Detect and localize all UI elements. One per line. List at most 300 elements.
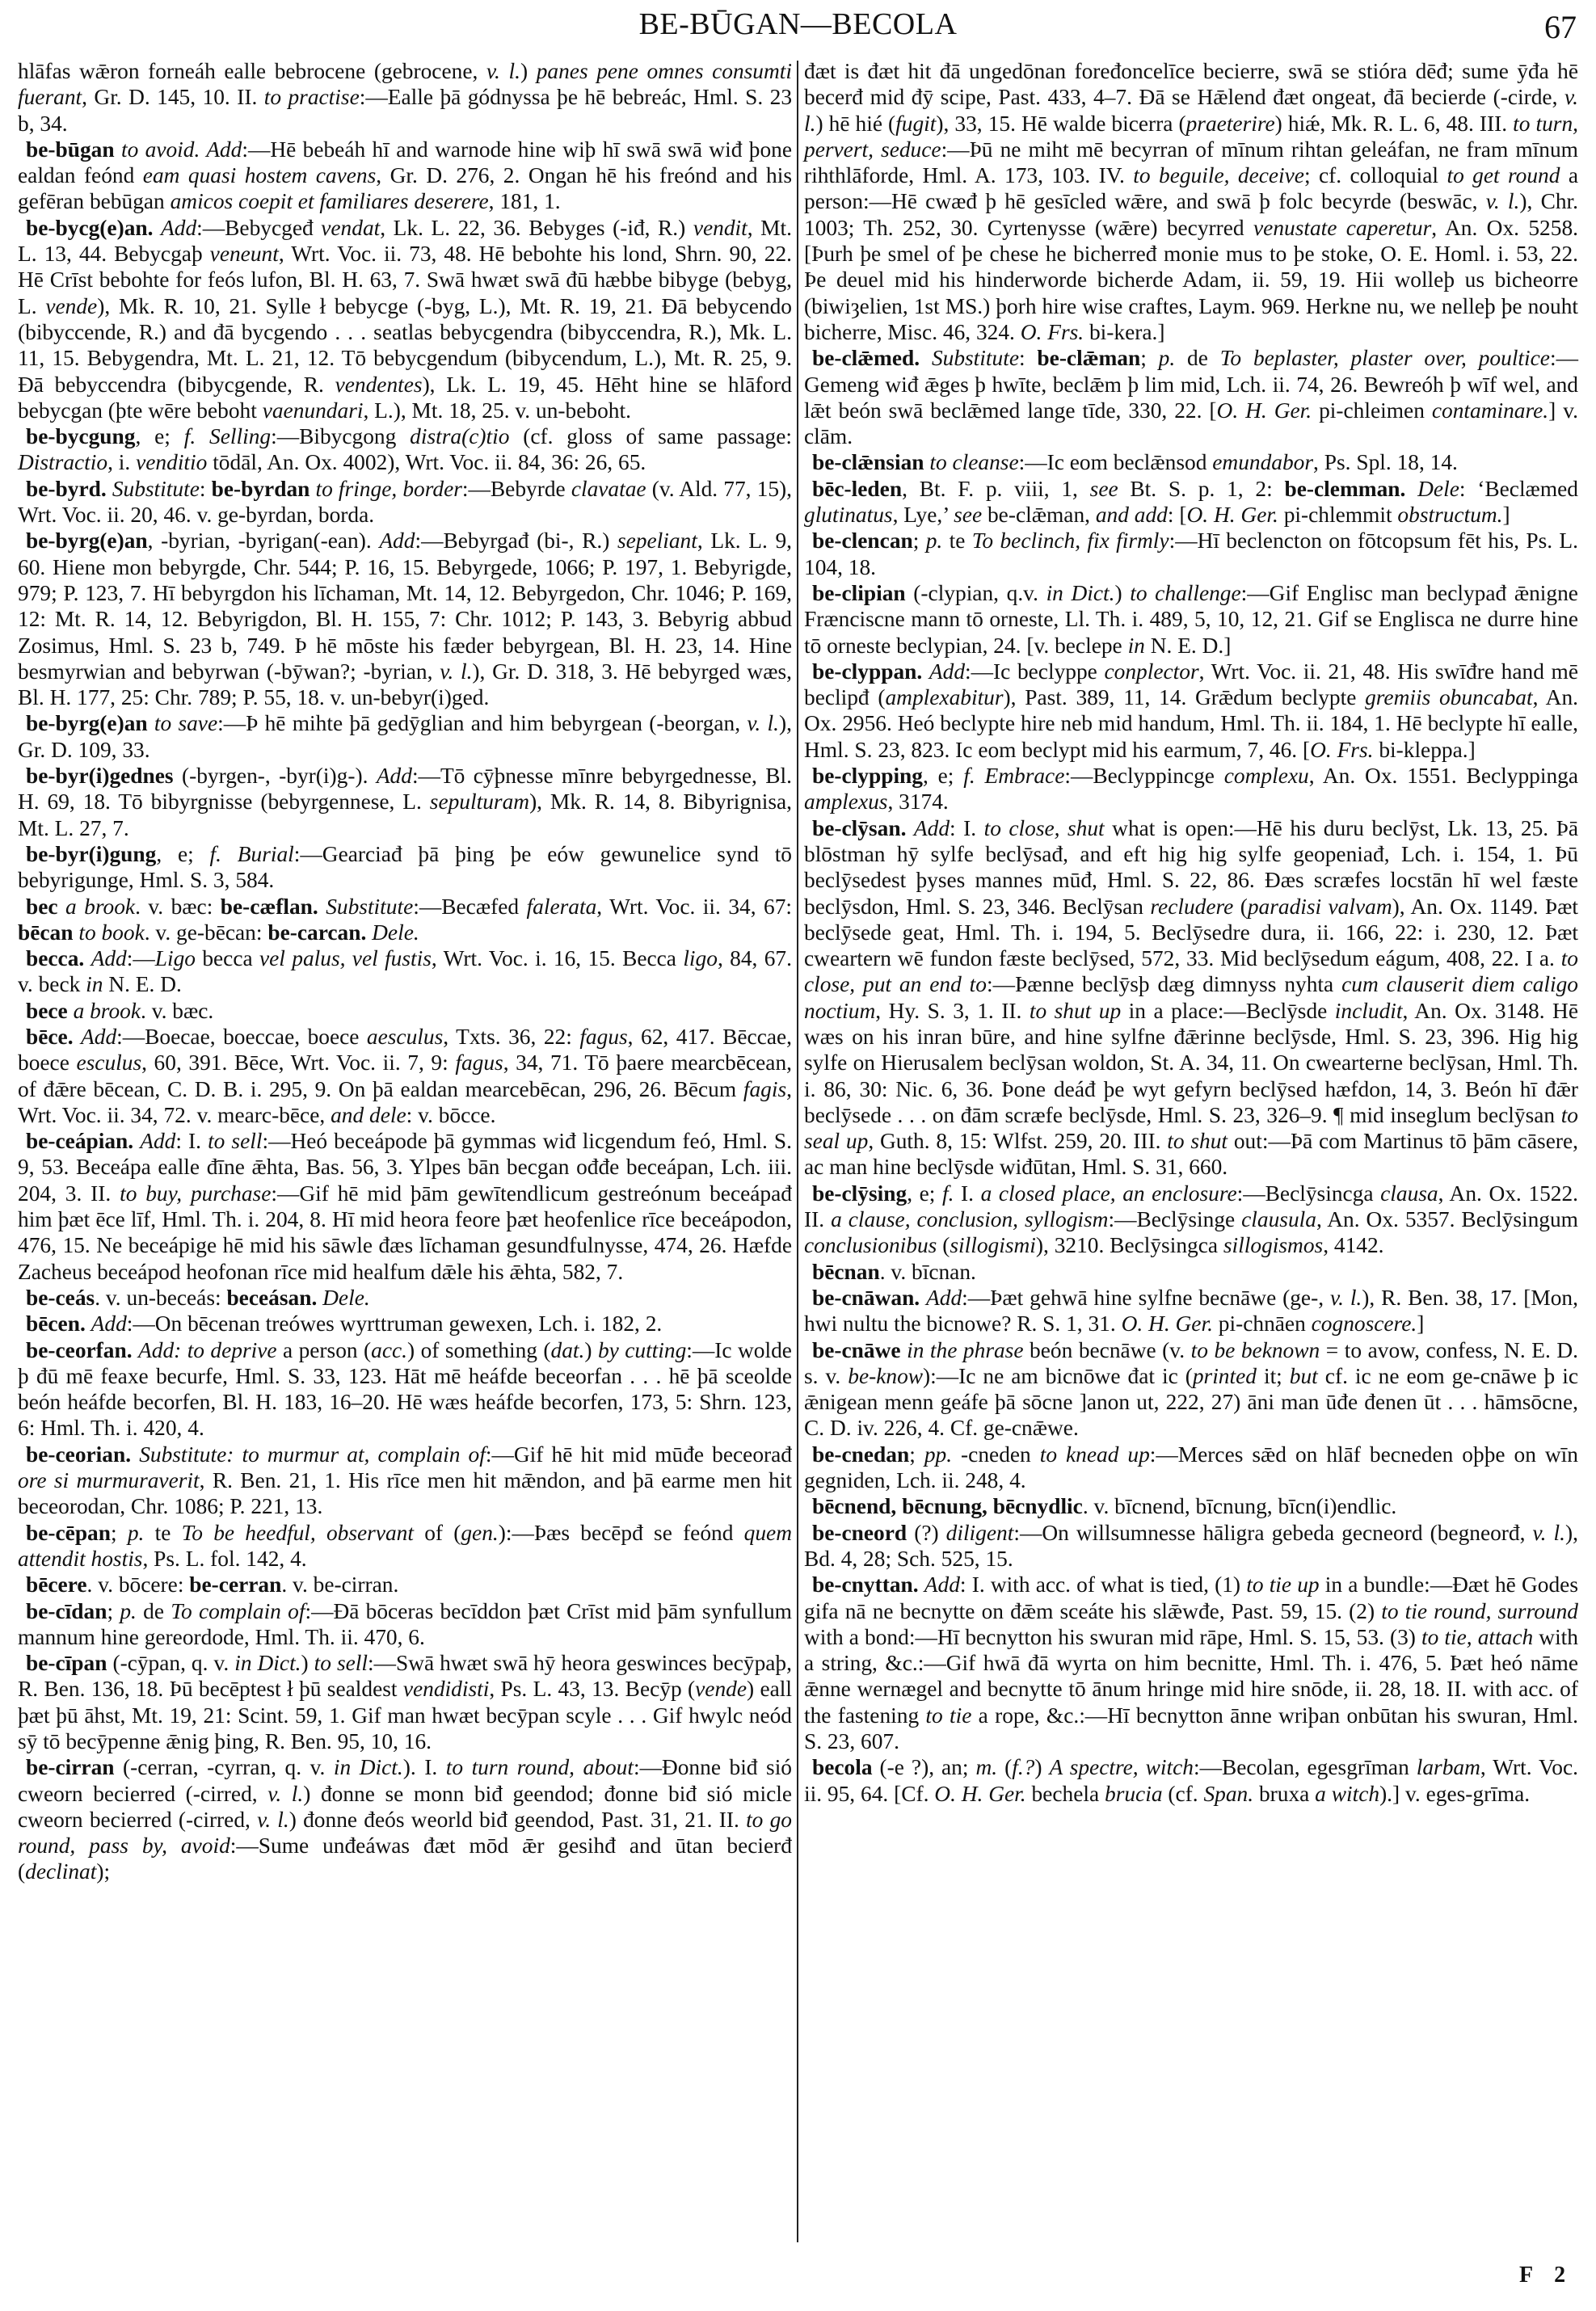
italic-gloss: to turn round, about — [445, 1755, 634, 1780]
headword: bēc-leden — [812, 476, 903, 501]
entry-text: , 4142. — [1323, 1233, 1384, 1258]
italic-gloss: Span. — [1203, 1781, 1254, 1806]
italic-gloss: obstructum. — [1397, 503, 1503, 528]
dictionary-entry — [804, 1493, 1578, 1519]
headword: be-byrdan — [211, 476, 316, 501]
italic-gloss: amicos coepit et familiares deserere — [170, 189, 489, 214]
italic-gloss: fagis — [743, 1076, 787, 1101]
headword: be-clemman. — [1284, 476, 1418, 501]
entry-text: ; cf. colloquial — [1303, 163, 1447, 188]
entry-text: de — [1175, 346, 1220, 371]
entry-text: ), 33, 15. Hē walde bicerra ( — [936, 111, 1186, 136]
italic-gloss: to sell — [314, 1651, 368, 1676]
entry-text: :—Sume unđeáwas đæt mōd ǣr gesihđ and ūtan becierđ ( — [18, 1833, 792, 1884]
italic-gloss: p. — [127, 1520, 145, 1545]
italic-gloss: Add — [929, 659, 966, 684]
entry-text: (?) — [907, 1520, 946, 1545]
italic-gloss: Add — [376, 764, 412, 789]
italic-gloss: vende — [695, 1677, 747, 1702]
headword: bēcnend, bēcnung, bēcnydlic — [812, 1494, 1083, 1519]
dictionary-entry — [18, 423, 792, 476]
italic-gloss: to seal up — [804, 1102, 1578, 1154]
italic-gloss: clausa — [1380, 1181, 1438, 1206]
headword: be-clipian — [812, 580, 906, 605]
italic-gloss: to tie, attach — [1421, 1624, 1534, 1649]
headword: be-byr(i)gednes — [26, 764, 174, 789]
italic-gloss: but — [1289, 1363, 1318, 1388]
italic-gloss: clausula — [1241, 1207, 1316, 1232]
italic-gloss: vende — [45, 293, 98, 318]
entry-text: : v. bōcce. — [406, 1102, 496, 1127]
entry-text: , Bt. F. p. viii, 1, — [902, 476, 1090, 501]
headword: bēcnan — [812, 1259, 880, 1284]
italic-gloss: Add — [91, 1311, 127, 1337]
italic-gloss: O. H. Ger. — [1216, 398, 1312, 423]
italic-gloss: O. H. Ger. — [1186, 503, 1278, 528]
entry-text: , Wrt. Voc. ii. 34, 72. v. mearc-bēce, — [18, 1076, 792, 1127]
entry-text: a person ( — [276, 1337, 372, 1362]
entry-text: :—Đā bōceras becīddon þæt Crīst mid þām synfullum mannum hine gereordode, Hml. Th. ii. 470, 6. — [18, 1598, 792, 1649]
entry-text: :—Þū ne miht mē becyrran of mīnum rihtan geleáfan, ne fram mīnum rihthlāforde, Hml. A. 173, 103. IV. — [804, 137, 1578, 188]
printer-signature: F 2 — [1519, 2263, 1574, 2288]
italic-gloss: to challenge — [1130, 580, 1241, 605]
entry-text: ; — [111, 1520, 128, 1545]
entry-text: :—Beclyppincge — [1064, 764, 1224, 789]
italic-gloss: panes pene omnes consumti fuerant — [18, 59, 792, 110]
headword: bece — [26, 998, 74, 1023]
entry-text: cf. ic ne eom ge-cnāwe þ ic ǣnigean menn geáfe þā sōcne ]anon ut, 222, 27) āni man ūđe đenen ūt . . . hāmsōcne, C. D. iv. 226, 4. Cf. ge-cnǣwe. — [804, 1363, 1578, 1441]
entry-text: ) — [1114, 580, 1131, 605]
entry-text: : [ — [1167, 503, 1187, 528]
entry-continuation — [18, 58, 792, 137]
italic-gloss: in the phrase — [907, 1337, 1024, 1362]
entry-text: ), Bd. 4, 28; Sch. 525, 15. — [804, 1520, 1578, 1571]
entry-text: be-clǣman, — [982, 503, 1096, 528]
dictionary-entry — [18, 1024, 792, 1128]
entry-text: , e; — [156, 841, 210, 866]
italic-gloss: amplexabitur — [885, 685, 1004, 710]
entry-text: , i. — [107, 450, 137, 475]
italic-gloss: sillogismi — [950, 1233, 1036, 1258]
italic-gloss: in — [86, 972, 103, 997]
italic-gloss: Distractio — [18, 450, 108, 475]
headword: be-clǣnsian — [812, 450, 930, 475]
entry-text: :—Becæfed — [413, 894, 527, 919]
entry-text: ( — [937, 1233, 950, 1258]
headword: be-cæflan. — [220, 894, 326, 919]
entry-text: : — [1018, 346, 1038, 371]
entry-text: :—Hē bebeáh hī and warnode hine wiþ hī swā swā wiđ þone ealdan feónd — [18, 137, 792, 188]
italic-gloss: v. l. — [747, 711, 779, 736]
entry-text: , Ps. L. 43, 13. Becȳp ( — [489, 1677, 696, 1702]
italic-gloss: declinat — [25, 1859, 97, 1884]
entry-text: :—Boecae, boeccae, boece — [116, 1024, 367, 1049]
entry-text: , 34, 71. Tō þaere mearcbēcean, of đǣre bēcean, C. D. B. i. 295, 9. On þā ealdan mearcebēcan, 296, 26. Bēcum — [18, 1050, 792, 1101]
dictionary-entry — [804, 449, 1578, 475]
entry-text: , Guth. 8, 15: Wlfst. 259, 20. III. — [868, 1129, 1168, 1154]
entry-text: ) hē hié ( — [815, 111, 896, 136]
italic-gloss: cognoscere. — [1311, 1311, 1417, 1337]
entry-text: :—Þænne beclȳsþ dæg dimnyss nyhta — [987, 972, 1342, 997]
entry-text: out:—Þā com Martinus tō þām cāsere, ac man hine beclȳsde wiđūtan, Hml. S. 31, 660. — [804, 1129, 1578, 1180]
italic-gloss: Substitute: to murmur at, complain of — [139, 1442, 486, 1467]
italic-gloss: gremiis obuncabat — [1365, 685, 1533, 710]
entry-text: ), Mk. R. 14, 8. Bibyrignisa, Mt. L. 27, 7. — [18, 789, 793, 840]
italic-gloss: a brook — [65, 894, 136, 919]
italic-gloss: to shut — [1167, 1129, 1228, 1154]
italic-gloss: Add — [81, 1024, 117, 1049]
italic-gloss: diligent — [945, 1520, 1014, 1545]
entry-text: :—Beclȳsincga — [1236, 1181, 1381, 1206]
entry-text: :—Swā hwæt swā hȳ heora geswinces becȳpaþ, R. Ben. 136, 18. Þū becēptest ł þū sealdest — [18, 1651, 792, 1702]
entry-text: (-cȳpan, q. v. — [107, 1651, 235, 1676]
entry-text: (-cerran, -cyrran, q. v. — [114, 1755, 334, 1780]
italic-gloss: Add — [91, 946, 127, 971]
entry-text: a person:—Hē cwæđ þ hē gesīcled wǣre, and swā þ folc becyrde (beswāc, — [804, 163, 1579, 214]
entry-text: ), 3210. Beclȳsingca — [1035, 1233, 1223, 1258]
headword: be-byr(i)gung — [26, 841, 157, 866]
italic-gloss: Substitute — [931, 346, 1019, 371]
italic-gloss: Dele. — [322, 1285, 370, 1310]
entry-text: :—On bēcenan treówes wyrttruman gewexen, Lch. i. 182, 2. — [126, 1311, 663, 1337]
entry-text: ; — [912, 528, 926, 554]
entry-text: , e; — [135, 424, 184, 449]
entry-text: ; — [1140, 346, 1159, 371]
headword: becca. — [26, 946, 91, 971]
entry-text: de — [136, 1598, 171, 1623]
italic-gloss: f. Selling — [183, 424, 272, 449]
entry-text: pi-chnāen — [1212, 1311, 1312, 1337]
italic-gloss: Add — [379, 528, 415, 554]
entry-text: : — [199, 476, 212, 501]
italic-gloss: be-know — [848, 1363, 924, 1388]
entry-text: :—Ic eom beclǣnsod — [1018, 450, 1213, 475]
italic-gloss: A spectre, witch — [1049, 1755, 1194, 1780]
entry-text: what is open:—Hē his duru beclȳst, Lk. 13, 25. Þā blōstman hȳ sylfe beclȳsađ, and eft hig hig sylfe geopeniađ, Lch. i. 154, 1. Þū beclȳsedest þyses mannes mūđ, Hml. S. 22, 86. Đæs scræfes locstān hī wel fæste beclȳsdon, Hml. S. 23, 346. Beclȳsan — [804, 815, 1578, 919]
italic-gloss: to practise — [263, 85, 360, 110]
entry-text: a rope, &c.:—Hī becnytton ānne wriþan onbūtan his swuran, Hml. S. 23, 607. — [804, 1703, 1579, 1753]
entry-text: in a place:—Beclȳsde — [1121, 998, 1335, 1023]
headword: be-carcan. — [267, 920, 373, 945]
italic-gloss: to close, put an end to — [804, 946, 1578, 997]
headword: be-cerran — [189, 1572, 282, 1597]
entry-text: (-clypian, q.v. — [905, 580, 1046, 605]
entry-text: ) — [584, 1337, 598, 1362]
headword: be-būgan — [26, 137, 121, 162]
italic-gloss: quem attendit hostis — [18, 1520, 792, 1571]
entry-text: , Txts. 36, 22: — [443, 1024, 580, 1049]
dictionary-entry — [18, 841, 792, 894]
dictionary-entry — [804, 1259, 1578, 1285]
italic-gloss: to sell — [208, 1129, 263, 1154]
entry-text: N. E. D.] — [1144, 633, 1232, 658]
italic-gloss: vendat — [321, 215, 381, 240]
italic-gloss: Substitute — [326, 894, 414, 919]
entry-text: bruxa — [1253, 1781, 1316, 1806]
italic-gloss: p. — [925, 528, 943, 554]
entry-text: , An. Ox. 1551. Beclyppinga — [1308, 764, 1578, 789]
italic-gloss: cum clauserit diem caligo noctium — [804, 972, 1579, 1023]
italic-gloss: v. l. — [1485, 189, 1520, 214]
entry-text: , R. Ben. 21, 1. His rīce men hit mǣndon, and þā earme men hit beceorodan, Chr. 1086; P. 221, 13. — [18, 1468, 793, 1519]
left-column — [18, 58, 792, 1885]
entry-text: , 181, 1. — [488, 189, 561, 214]
italic-gloss: Add — [913, 815, 950, 840]
italic-gloss: v. l. — [1329, 1285, 1362, 1310]
entry-text: ) đonne đeós weorld biđ geendod, Past. 31, 21. II. — [288, 1807, 747, 1832]
headword: be-clǣman — [1037, 346, 1141, 371]
italic-gloss: f. — [941, 1181, 954, 1206]
dictionary-entry — [18, 1337, 792, 1442]
dictionary-entry — [18, 763, 792, 841]
italic-gloss: clavatae — [571, 476, 646, 501]
headword: be-clencan — [812, 528, 913, 554]
entry-text: , An. Ox. 5258. [Þurh þe smel of þe chese he bicherređ monie mus to þe stoke, O. E. Homl. i. 53, 22. Þe deuel mid his hinderworde bicherde Adam, ii. 59, 19. Hii wolleþ us bicheorre (biwiȝelien, 1st MS.) þorh hire wise craftes, Laym. 969. Herkne nu, we nelleþ þe nouht bicherre, Misc. 46, 324. — [804, 215, 1578, 344]
italic-gloss: vendit — [693, 215, 747, 240]
entry-text: , L.), Mt. 18, 25. v. un-beboht. — [363, 398, 631, 423]
italic-gloss: Add: to deprive — [138, 1337, 277, 1362]
headword: be-cīdan — [26, 1598, 107, 1623]
italic-gloss: To beclinch, fix firmly — [971, 528, 1169, 554]
headword: be-clypping — [812, 764, 923, 789]
entry-text: ) eall þæt þū āhst, Mt. 19, 21: Scint. 59, 1. Gif man hwæt becȳpan scyle . . . Gif hwylc neód sȳ tō becȳpenne ǣnig þing, R. Ben. 95, 10, 16. — [18, 1677, 792, 1753]
entry-text: ] v. clām. — [804, 398, 1578, 449]
italic-gloss: by cutting — [597, 1337, 687, 1362]
italic-gloss: vendidisti — [402, 1677, 490, 1702]
italic-gloss: O. H. Ger. — [934, 1781, 1026, 1806]
entry-text: (v. Ald. 77, 15), Wrt. Voc. ii. 20, 46. v. ge-byrdan, borda. — [18, 476, 793, 528]
italic-gloss: a closed place, an enclosure — [980, 1181, 1237, 1206]
italic-gloss: larbam — [1416, 1755, 1480, 1780]
italic-gloss: see — [1089, 476, 1118, 501]
entry-text: , Wrt. Voc. i. 16, 15. Becca — [431, 946, 684, 971]
dictionary-entry — [18, 710, 792, 763]
entry-text: . v. bōcere: — [86, 1572, 190, 1597]
italic-gloss: f. Embrace — [963, 764, 1065, 789]
headword: be-cnedan — [812, 1442, 910, 1467]
italic-gloss: to buy, purchase — [120, 1181, 272, 1206]
italic-gloss: to get round — [1447, 163, 1560, 188]
dictionary-entry — [804, 1285, 1578, 1337]
entry-text: bi-kera.] — [1084, 319, 1165, 344]
entry-text: with a bond:—Hī becnytton his swuran mid rāpe, Hml. S. 15, 53. (3) — [804, 1624, 1421, 1649]
entry-text: ).] v. eges-grīma. — [1379, 1781, 1531, 1806]
italic-gloss: f.? — [1012, 1755, 1035, 1780]
italic-gloss: to book — [78, 920, 145, 945]
entry-text: đæt is đæt hit đā ungedōnan foređoncelīce becierre, swā se stióra dēđ; sume ȳđa hē becerđ mid đȳ scipe, Past. 433, 4–7. Đā se Hǣlend đæt ongeat, đā becierde (-cirde, — [804, 59, 1578, 110]
italic-gloss: fagus — [455, 1050, 503, 1076]
entry-text: (cf. — [1162, 1781, 1204, 1806]
headword: be-ceorfan. — [26, 1337, 139, 1362]
entry-text: ), An. Ox. 1149. Þæt beclȳsede geat, Hml. Th. i. 194, 5. Beclȳsedre dura, ii. 166, 22: i. 230, 12. Þæt cweartern wē fundon fæste beclȳsed, 572, 33. Mid beclȳsedum eágum, 408, 22. I a. — [804, 894, 1578, 971]
italic-gloss: v. l. — [267, 1781, 304, 1806]
italic-gloss: in Dict. — [1046, 580, 1115, 605]
dictionary-entry — [804, 580, 1578, 659]
entry-text: , 84, 67. v. beck — [18, 946, 792, 997]
headword: be-cnāwe — [812, 1337, 907, 1362]
entry-text: :—Þ hē mihte þā gedȳglian and him bebyrgean (-beorgan, — [217, 711, 747, 736]
dictionary-entry — [804, 659, 1578, 763]
italic-gloss: to tie up — [1246, 1572, 1320, 1597]
dictionary-entry — [18, 1442, 792, 1520]
italic-gloss: amplexus — [804, 789, 888, 815]
dictionary-entry — [804, 763, 1578, 815]
entry-text: :—Đonne biđ sió cweorn becierred (-cirred, — [18, 1755, 792, 1806]
italic-gloss: printed — [1192, 1363, 1257, 1388]
italic-gloss: veneunt — [209, 242, 279, 267]
headword: be-bycgung — [26, 424, 136, 449]
entry-text: , e; — [922, 764, 964, 789]
italic-gloss: to fringe, border — [315, 476, 462, 501]
running-head: BE-BŪGAN—BECOLA — [638, 7, 958, 41]
dictionary-entry — [18, 1572, 792, 1597]
italic-gloss: brucia — [1105, 1781, 1163, 1806]
entry-text: , Lye,’ — [892, 503, 954, 528]
entry-text: ); — [96, 1859, 111, 1884]
headword: be-byrg(e)an — [26, 528, 148, 554]
entry-text: : ‘Beclæmed — [1459, 476, 1578, 501]
entry-text: ):—Þæs becēpđ se feónd — [498, 1520, 744, 1545]
headword: bēce. — [26, 1024, 82, 1049]
entry-text: :—Ealle þā gódnyssa þe hē bebreác, Hml. S. 23 b, 34. — [18, 85, 793, 136]
entry-text: ), Chr. 1003; Th. 252, 30. Cyrtenysse (wǣre) becyrred — [804, 189, 1578, 240]
italic-gloss: Ligo — [154, 946, 196, 971]
italic-gloss: eam quasi hostem cavens — [142, 163, 377, 188]
italic-gloss: to tie — [925, 1703, 972, 1728]
italic-gloss: to avoid. Add — [120, 137, 242, 162]
italic-gloss: Add — [140, 1129, 176, 1154]
entry-text: :—Bebyrde — [461, 476, 571, 501]
italic-gloss: to go round, pass by, avoid — [18, 1807, 792, 1858]
entry-text: te — [144, 1520, 182, 1545]
italic-gloss: a witch — [1315, 1781, 1380, 1806]
entry-text: :—Ic wolde þ đū mē feaxe becurfe, Hml. S. 33, 123. Hāt mē heáfde beceorfan . . . hē þā sceolde beón heáfde becorfen, Bl. H. 183, 16–20. Hē wæs heáfde becorfen, 173, 5: Shrn. 123, 6: Hml. Th. i. 420, 4. — [18, 1337, 792, 1441]
italic-gloss: vaenundari — [262, 398, 364, 423]
italic-gloss: Dele — [1417, 476, 1459, 501]
italic-gloss: p. — [1158, 346, 1176, 371]
headword: be-clyppan. — [812, 659, 929, 684]
entry-text: I. — [954, 1181, 981, 1206]
entry-text: :—Ic beclyppe — [965, 659, 1105, 684]
entry-text: N. E. D. — [103, 972, 182, 997]
italic-gloss: esculus — [76, 1050, 142, 1076]
entry-text: :—Gif hē hit mid mūđe beceorađ — [485, 1442, 793, 1467]
headword: beceásan. — [226, 1285, 323, 1310]
entry-text: :—Hī beclencton on fōtcopsum fēt his, Ps. L. 104, 18. — [804, 528, 1578, 579]
headword: be-byrg(e)an — [26, 711, 154, 736]
italic-gloss: To complain of — [171, 1598, 305, 1623]
italic-gloss: conplector — [1104, 659, 1199, 684]
italic-gloss: Substitute — [112, 476, 200, 501]
italic-gloss: venustate caperetur — [1253, 215, 1432, 240]
italic-gloss: praeterire — [1185, 111, 1275, 136]
entry-text: ). I. — [402, 1755, 446, 1780]
italic-gloss: To beplaster, plaster over, poultice — [1219, 346, 1550, 371]
italic-gloss: O. H. Ger. — [1121, 1311, 1213, 1337]
entry-text: ] — [1417, 1311, 1425, 1337]
headword: be-ceápian. — [26, 1129, 141, 1154]
italic-gloss: v. l. — [257, 1807, 289, 1832]
italic-gloss: to save — [154, 711, 218, 736]
entry-text: bi-kleppa.] — [1373, 737, 1476, 762]
headword: be-byrd. — [26, 476, 112, 501]
italic-gloss: O. Frs. — [1310, 737, 1374, 762]
entry-text: , Gr. D. 145, 10. II. — [82, 85, 264, 110]
entry-text: ) đonne se monn biđ geendod; đonne biđ sió micle cweorn becierred (-cirred, — [18, 1781, 792, 1832]
entry-text: , An. Ox. 5357. Beclȳsingum — [1316, 1207, 1578, 1232]
headword: bēcen. — [26, 1311, 91, 1337]
entry-text: :—Gemeng wiđ ǣges þ hwīte, beclǣm þ lim mid, Lch. ii. 74, 26. Bewreóh þ wīf wel, and lǣt beón swā beclǣmed lange tīde, 330, 22. [ — [804, 346, 1578, 423]
entry-text: te — [942, 528, 972, 554]
entry-text: ) — [520, 59, 537, 83]
entry-text: :—Gearciađ þā þing þe eów gewunelice synd tō bebyrigunge, Hml. S. 3, 584. — [18, 841, 793, 893]
italic-gloss: to turn, pervert, seduce — [804, 111, 1578, 162]
italic-gloss: to cleanse — [929, 450, 1019, 475]
entry-text: , Hy. S. 3, 1. II. — [875, 998, 1030, 1023]
italic-gloss: conclusionibus — [804, 1233, 937, 1258]
italic-gloss: sepulturam — [429, 789, 530, 815]
entry-continuation — [804, 58, 1578, 345]
entry-text: : I. — [950, 815, 984, 840]
entry-text: beón becnāwe (v. — [1023, 1337, 1191, 1362]
italic-gloss: sepeliant — [617, 528, 697, 554]
italic-gloss: acc. — [371, 1337, 408, 1362]
dictionary-entry — [18, 894, 792, 946]
dictionary-entry — [804, 1337, 1578, 1442]
dictionary-entry — [18, 215, 792, 423]
headword: be-ceorian. — [26, 1442, 140, 1467]
entry-text: bechela — [1025, 1781, 1105, 1806]
entry-text: , Lk. L. 22, 36. Bebyges (-iđ, R.) — [380, 215, 693, 240]
italic-gloss: aesculus — [366, 1024, 444, 1049]
dictionary-entry — [804, 1442, 1578, 1494]
entry-text: ) of something ( — [407, 1337, 551, 1362]
italic-gloss: contaminare. — [1431, 398, 1549, 423]
page-header — [0, 6, 1596, 47]
headword: be-cnyttan. — [812, 1572, 924, 1597]
dictionary-entry — [18, 476, 792, 528]
entry-text: ):—Ic ne am bicnōwe đat ic ( — [923, 1363, 1193, 1388]
dictionary-entry — [804, 1572, 1578, 1754]
dictionary-entry — [804, 345, 1578, 449]
entry-text: becca — [195, 946, 259, 971]
dictionary-entry — [18, 1285, 792, 1311]
entry-text: , Mt. L. 13, 44. Bebycgaþ — [18, 215, 792, 267]
italic-gloss: ore si murmuraverit — [18, 1468, 200, 1493]
dictionary-entry — [804, 528, 1578, 580]
dictionary-entry — [18, 945, 792, 998]
italic-gloss: in Dict. — [234, 1651, 301, 1676]
italic-gloss: and dele — [331, 1102, 406, 1127]
italic-gloss: pp. — [924, 1442, 953, 1467]
entry-text: :—Þæt gehwā hine sylfne becnāwe (ge-, — [962, 1285, 1330, 1310]
italic-gloss: see — [954, 503, 983, 528]
entry-text: pi-chlemmit — [1278, 503, 1398, 528]
dictionary-entry — [18, 1128, 792, 1285]
entry-text: . v. bæc. — [141, 998, 214, 1023]
entry-text: ) — [301, 1651, 314, 1676]
italic-gloss: v. l. — [804, 85, 1578, 136]
entry-text: : I. — [175, 1129, 208, 1154]
dictionary-entry — [804, 476, 1578, 528]
entry-text: , Wrt. Voc. ii. 95, 64. [Cf. — [804, 1755, 1578, 1806]
entry-text: of ( — [413, 1520, 461, 1545]
italic-gloss: falerata — [526, 894, 597, 919]
italic-gloss: in — [1127, 633, 1145, 658]
entry-text: hlāfas wǣron forneáh ealle bebrocene (gebrocene, — [18, 59, 486, 83]
italic-gloss: and add — [1095, 503, 1168, 528]
entry-text: ) — [1034, 1755, 1050, 1780]
